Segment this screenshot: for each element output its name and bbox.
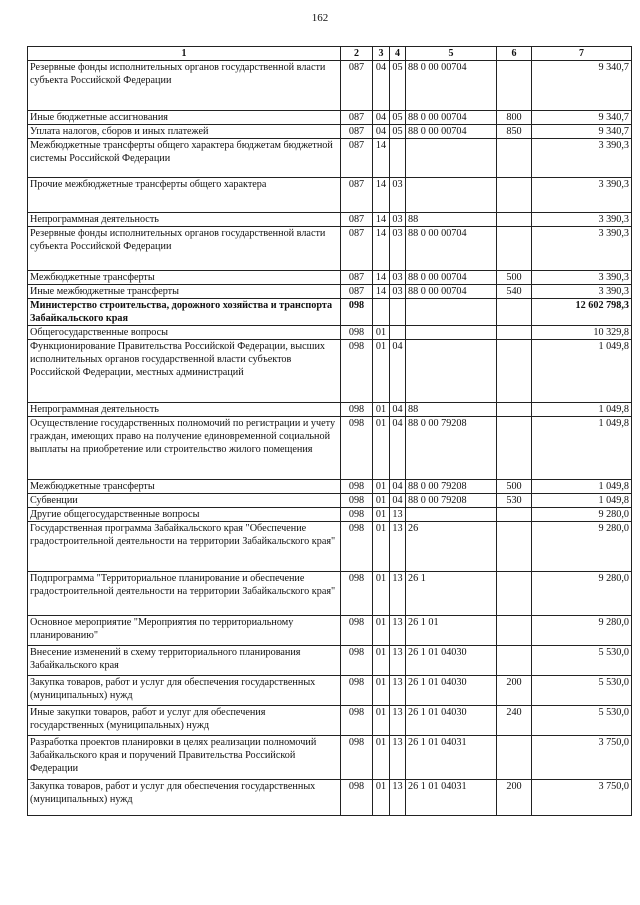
column-header-2: 2 bbox=[341, 47, 373, 61]
row-code-target: 26 1 01 04030 bbox=[406, 646, 497, 676]
row-name: Подпрограмма "Территориальное планирование и обеспечение градостроительной деятельности на территории Забайкальского края" bbox=[28, 572, 341, 616]
table-row bbox=[28, 572, 632, 616]
row-code-subsection: 03 bbox=[390, 227, 406, 271]
row-name: Иные межбюджетные трансферты bbox=[28, 285, 341, 299]
row-code-target bbox=[406, 299, 497, 326]
row-name: Основное мероприятие "Мероприятия по территориальному планированию" bbox=[28, 616, 341, 646]
row-code-target: 26 1 01 bbox=[406, 616, 497, 646]
row-code-expense-type bbox=[497, 340, 532, 403]
row-name: Разработка проектов планировки в целях реализации полномочий Забайкальского края и поручений Правительства Российской Федерации bbox=[28, 736, 341, 780]
page-number: 162 bbox=[311, 12, 329, 24]
row-code-target: 26 1 01 04031 bbox=[406, 736, 497, 780]
table-row bbox=[28, 736, 632, 780]
row-code-grbs: 087 bbox=[341, 61, 373, 111]
row-code-grbs: 098 bbox=[341, 340, 373, 403]
row-code-subsection: 04 bbox=[390, 340, 406, 403]
header-row bbox=[28, 47, 632, 61]
row-amount: 1 049,8 bbox=[532, 480, 632, 494]
row-code-subsection: 13 bbox=[390, 646, 406, 676]
table-row bbox=[28, 227, 632, 271]
row-code-target: 88 0 00 00704 bbox=[406, 227, 497, 271]
row-code-section: 14 bbox=[373, 285, 390, 299]
row-code-grbs: 098 bbox=[341, 522, 373, 572]
row-amount: 1 049,8 bbox=[532, 403, 632, 417]
row-amount: 9 280,0 bbox=[532, 572, 632, 616]
row-code-expense-type: 240 bbox=[497, 706, 532, 736]
row-code-grbs: 087 bbox=[341, 139, 373, 178]
row-code-target: 88 bbox=[406, 403, 497, 417]
column-header-4: 4 bbox=[390, 47, 406, 61]
row-code-grbs: 087 bbox=[341, 111, 373, 125]
row-name: Осуществление государственных полномочий по регистрации и учету граждан, имеющих право на получение единовременной социальной выплаты на приобретение или строительство жилого помещения bbox=[28, 417, 341, 480]
row-amount: 9 340,7 bbox=[532, 61, 632, 111]
row-code-expense-type bbox=[497, 736, 532, 780]
row-code-grbs: 098 bbox=[341, 508, 373, 522]
table-row bbox=[28, 213, 632, 227]
table-row bbox=[28, 522, 632, 572]
column-header-7: 7 bbox=[532, 47, 632, 61]
table-row bbox=[28, 403, 632, 417]
budget-table bbox=[27, 46, 632, 816]
row-amount: 5 530,0 bbox=[532, 676, 632, 706]
row-name: Прочие межбюджетные трансферты общего характера bbox=[28, 178, 341, 213]
row-code-subsection bbox=[390, 326, 406, 340]
row-code-subsection: 13 bbox=[390, 522, 406, 572]
row-code-grbs: 098 bbox=[341, 676, 373, 706]
row-code-expense-type bbox=[497, 522, 532, 572]
row-code-subsection: 13 bbox=[390, 736, 406, 780]
row-code-grbs: 098 bbox=[341, 736, 373, 780]
row-code-expense-type bbox=[497, 572, 532, 616]
table-row bbox=[28, 111, 632, 125]
row-code-target bbox=[406, 139, 497, 178]
row-code-section: 01 bbox=[373, 736, 390, 780]
row-code-subsection: 03 bbox=[390, 213, 406, 227]
table-row bbox=[28, 340, 632, 403]
row-name: Закупка товаров, работ и услуг для обеспечения государственных (муниципальных) нужд bbox=[28, 780, 341, 816]
row-amount: 9 280,0 bbox=[532, 616, 632, 646]
row-code-expense-type: 200 bbox=[497, 676, 532, 706]
table-row bbox=[28, 299, 632, 326]
row-name: Межбюджетные трансферты общего характера бюджетам бюджетной системы Российской Федерации bbox=[28, 139, 341, 178]
row-code-target: 88 0 00 00704 bbox=[406, 271, 497, 285]
row-code-expense-type: 530 bbox=[497, 494, 532, 508]
row-code-section: 04 bbox=[373, 125, 390, 139]
row-name: Другие общегосударственные вопросы bbox=[28, 508, 341, 522]
row-amount: 10 329,8 bbox=[532, 326, 632, 340]
row-code-expense-type bbox=[497, 139, 532, 178]
table-row bbox=[28, 271, 632, 285]
row-code-section: 01 bbox=[373, 480, 390, 494]
row-code-subsection: 13 bbox=[390, 572, 406, 616]
row-amount: 1 049,8 bbox=[532, 417, 632, 480]
table-row bbox=[28, 326, 632, 340]
row-code-grbs: 098 bbox=[341, 403, 373, 417]
row-code-expense-type: 500 bbox=[497, 271, 532, 285]
row-code-target: 88 0 00 79208 bbox=[406, 480, 497, 494]
row-code-target: 88 0 00 79208 bbox=[406, 494, 497, 508]
table-row bbox=[28, 125, 632, 139]
row-code-expense-type bbox=[497, 646, 532, 676]
row-code-section: 01 bbox=[373, 494, 390, 508]
table-row bbox=[28, 616, 632, 646]
row-name: Общегосударственные вопросы bbox=[28, 326, 341, 340]
row-code-expense-type bbox=[497, 178, 532, 213]
row-code-grbs: 087 bbox=[341, 125, 373, 139]
row-code-target bbox=[406, 508, 497, 522]
table-row bbox=[28, 285, 632, 299]
row-amount: 9 280,0 bbox=[532, 522, 632, 572]
row-code-section: 14 bbox=[373, 139, 390, 178]
row-code-grbs: 098 bbox=[341, 494, 373, 508]
row-code-subsection: 13 bbox=[390, 676, 406, 706]
row-name: Внесение изменений в схему территориального планирования Забайкальского края bbox=[28, 646, 341, 676]
row-code-expense-type: 540 bbox=[497, 285, 532, 299]
row-code-section: 01 bbox=[373, 403, 390, 417]
row-code-grbs: 087 bbox=[341, 285, 373, 299]
row-code-target bbox=[406, 326, 497, 340]
row-code-expense-type bbox=[497, 403, 532, 417]
row-code-section: 01 bbox=[373, 646, 390, 676]
row-code-expense-type bbox=[497, 227, 532, 271]
row-code-expense-type: 850 bbox=[497, 125, 532, 139]
row-code-subsection: 05 bbox=[390, 111, 406, 125]
table-row bbox=[28, 646, 632, 676]
table-row bbox=[28, 494, 632, 508]
row-code-section: 01 bbox=[373, 780, 390, 816]
row-code-section: 01 bbox=[373, 676, 390, 706]
row-code-subsection: 13 bbox=[390, 780, 406, 816]
row-name: Закупка товаров, работ и услуг для обеспечения государственных (муниципальных) нужд bbox=[28, 676, 341, 706]
row-code-grbs: 098 bbox=[341, 480, 373, 494]
row-code-section: 14 bbox=[373, 227, 390, 271]
row-code-section: 14 bbox=[373, 271, 390, 285]
row-code-expense-type bbox=[497, 508, 532, 522]
row-code-subsection: 13 bbox=[390, 508, 406, 522]
row-amount: 9 340,7 bbox=[532, 111, 632, 125]
row-code-subsection: 04 bbox=[390, 494, 406, 508]
row-name: Иные закупки товаров, работ и услуг для обеспечения государственных (муниципальных) нужд bbox=[28, 706, 341, 736]
row-name: Иные бюджетные ассигнования bbox=[28, 111, 341, 125]
row-amount: 3 390,3 bbox=[532, 227, 632, 271]
row-code-grbs: 087 bbox=[341, 271, 373, 285]
row-code-grbs: 098 bbox=[341, 417, 373, 480]
row-code-target: 88 bbox=[406, 213, 497, 227]
row-code-expense-type: 500 bbox=[497, 480, 532, 494]
row-code-section: 14 bbox=[373, 213, 390, 227]
row-code-target: 88 0 00 00704 bbox=[406, 125, 497, 139]
row-code-subsection: 05 bbox=[390, 125, 406, 139]
row-code-target bbox=[406, 340, 497, 403]
row-code-expense-type bbox=[497, 417, 532, 480]
table-row bbox=[28, 780, 632, 816]
row-code-expense-type bbox=[497, 61, 532, 111]
row-name: Межбюджетные трансферты bbox=[28, 271, 341, 285]
row-code-expense-type: 800 bbox=[497, 111, 532, 125]
row-name: Непрограммная деятельность bbox=[28, 213, 341, 227]
column-header-1: 1 bbox=[28, 47, 341, 61]
row-code-target: 26 bbox=[406, 522, 497, 572]
row-code-section: 01 bbox=[373, 417, 390, 480]
row-code-expense-type bbox=[497, 213, 532, 227]
row-name: Министерство строительства, дорожного хозяйства и транспорта Забайкальского края bbox=[28, 299, 341, 326]
row-code-grbs: 098 bbox=[341, 646, 373, 676]
row-amount: 1 049,8 bbox=[532, 494, 632, 508]
row-code-grbs: 098 bbox=[341, 616, 373, 646]
row-name: Резервные фонды исполнительных органов государственной власти субъекта Российской Федерации bbox=[28, 227, 341, 271]
table-row bbox=[28, 178, 632, 213]
row-amount: 9 340,7 bbox=[532, 125, 632, 139]
row-code-subsection: 13 bbox=[390, 706, 406, 736]
row-code-target: 26 1 01 04030 bbox=[406, 676, 497, 706]
row-amount: 3 390,3 bbox=[532, 213, 632, 227]
row-code-expense-type bbox=[497, 326, 532, 340]
row-amount: 12 602 798,3 bbox=[532, 299, 632, 326]
row-code-grbs: 098 bbox=[341, 780, 373, 816]
row-code-expense-type bbox=[497, 616, 532, 646]
table-row bbox=[28, 139, 632, 178]
row-code-subsection bbox=[390, 139, 406, 178]
row-code-target bbox=[406, 178, 497, 213]
row-code-subsection: 03 bbox=[390, 285, 406, 299]
row-code-section bbox=[373, 299, 390, 326]
row-code-grbs: 098 bbox=[341, 706, 373, 736]
row-code-target: 88 0 00 79208 bbox=[406, 417, 497, 480]
row-code-grbs: 087 bbox=[341, 178, 373, 213]
table-row bbox=[28, 676, 632, 706]
row-name: Межбюджетные трансферты bbox=[28, 480, 341, 494]
row-code-section: 04 bbox=[373, 111, 390, 125]
row-name: Непрограммная деятельность bbox=[28, 403, 341, 417]
row-code-subsection: 03 bbox=[390, 178, 406, 213]
row-amount: 3 390,3 bbox=[532, 285, 632, 299]
row-name: Резервные фонды исполнительных органов государственной власти субъекта Российской Федерации bbox=[28, 61, 341, 111]
column-header-6: 6 bbox=[497, 47, 532, 61]
row-code-target: 26 1 01 04031 bbox=[406, 780, 497, 816]
row-code-subsection: 05 bbox=[390, 61, 406, 111]
row-code-section: 01 bbox=[373, 340, 390, 403]
column-header-3: 3 bbox=[373, 47, 390, 61]
row-amount: 9 280,0 bbox=[532, 508, 632, 522]
row-code-target: 26 1 01 04030 bbox=[406, 706, 497, 736]
row-amount: 5 530,0 bbox=[532, 646, 632, 676]
row-amount: 3 750,0 bbox=[532, 780, 632, 816]
row-code-subsection: 04 bbox=[390, 417, 406, 480]
row-code-target: 88 0 00 00704 bbox=[406, 285, 497, 299]
row-code-subsection: 04 bbox=[390, 480, 406, 494]
table-row bbox=[28, 508, 632, 522]
row-amount: 5 530,0 bbox=[532, 706, 632, 736]
row-code-expense-type: 200 bbox=[497, 780, 532, 816]
row-code-grbs: 098 bbox=[341, 572, 373, 616]
row-code-target: 88 0 00 00704 bbox=[406, 111, 497, 125]
row-code-section: 01 bbox=[373, 572, 390, 616]
column-header-5: 5 bbox=[406, 47, 497, 61]
row-code-subsection: 13 bbox=[390, 616, 406, 646]
table-body bbox=[28, 61, 632, 816]
row-code-grbs: 087 bbox=[341, 213, 373, 227]
row-amount: 1 049,8 bbox=[532, 340, 632, 403]
row-code-section: 04 bbox=[373, 61, 390, 111]
row-amount: 3 390,3 bbox=[532, 178, 632, 213]
row-code-section: 01 bbox=[373, 706, 390, 736]
row-name: Государственная программа Забайкальского края "Обеспечение градостроительной деятельности на территории Забайкальского края" bbox=[28, 522, 341, 572]
row-amount: 3 750,0 bbox=[532, 736, 632, 780]
row-code-target: 26 1 bbox=[406, 572, 497, 616]
row-code-section: 14 bbox=[373, 178, 390, 213]
row-code-subsection: 03 bbox=[390, 271, 406, 285]
row-code-grbs: 087 bbox=[341, 227, 373, 271]
row-code-target: 88 0 00 00704 bbox=[406, 61, 497, 111]
table-row bbox=[28, 61, 632, 111]
row-name: Уплата налогов, сборов и иных платежей bbox=[28, 125, 341, 139]
table-row bbox=[28, 706, 632, 736]
row-code-section: 01 bbox=[373, 522, 390, 572]
row-name: Субвенции bbox=[28, 494, 341, 508]
row-code-section: 01 bbox=[373, 616, 390, 646]
table-row bbox=[28, 480, 632, 494]
row-code-grbs: 098 bbox=[341, 326, 373, 340]
row-code-section: 01 bbox=[373, 326, 390, 340]
row-name: Функционирование Правительства Российской Федерации, высших исполнительных органов государственной власти субъектов Российской Федерации, местных администраций bbox=[28, 340, 341, 403]
row-amount: 3 390,3 bbox=[532, 139, 632, 178]
row-code-subsection: 04 bbox=[390, 403, 406, 417]
table-row bbox=[28, 417, 632, 480]
row-code-subsection bbox=[390, 299, 406, 326]
row-code-section: 01 bbox=[373, 508, 390, 522]
row-code-grbs: 098 bbox=[341, 299, 373, 326]
row-code-expense-type bbox=[497, 299, 532, 326]
row-amount: 3 390,3 bbox=[532, 271, 632, 285]
